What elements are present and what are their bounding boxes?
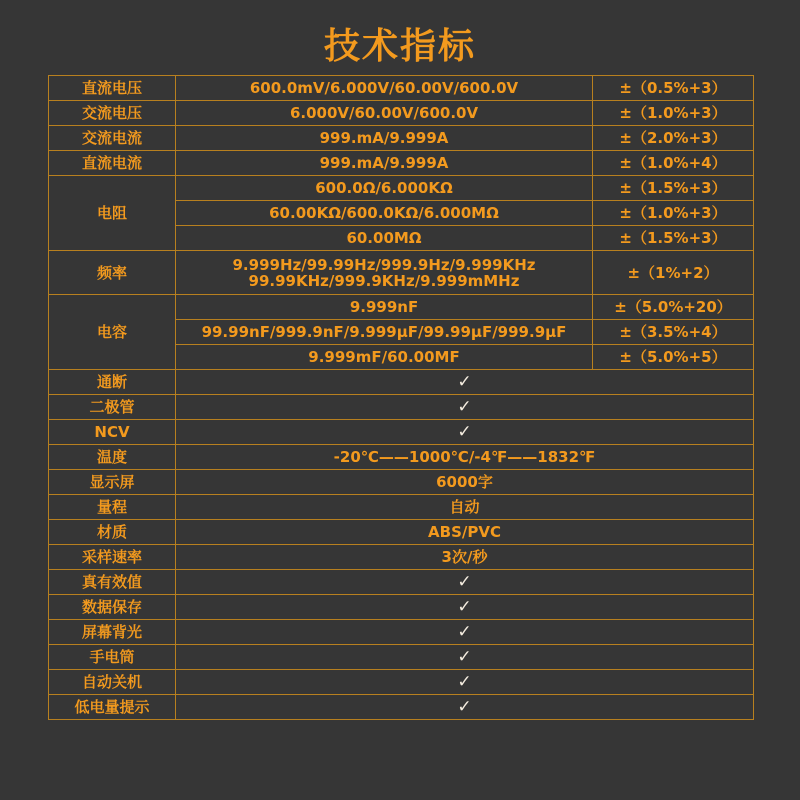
range-cell: 6.000V/60.00V/600.0V — [176, 101, 593, 126]
range-cell — [176, 251, 593, 295]
accuracy-cell: ±（1%+2） — [593, 251, 754, 295]
page-title: 技术指标 — [323, 26, 476, 67]
accuracy-cell: ±（2.0%+3） — [593, 126, 754, 151]
row-label: 通断 — [49, 370, 176, 395]
range-cell: 600.0Ω/6.000KΩ — [176, 176, 593, 201]
row-label: 电容 — [49, 295, 176, 370]
row-label: 直流电压 — [49, 76, 176, 101]
checkmark-icon: ✓ — [176, 395, 754, 420]
accuracy-cell: ±（1.5%+3） — [593, 176, 754, 201]
row-label: 材质 — [49, 520, 176, 545]
row-label: NCV — [49, 420, 176, 445]
value-cell: ABS/PVC — [176, 520, 754, 545]
table-row — [49, 695, 754, 720]
table-row — [49, 420, 754, 445]
checkmark-icon: ✓ — [176, 370, 754, 395]
row-label: 交流电压 — [49, 101, 176, 126]
checkmark-icon: ✓ — [176, 695, 754, 720]
table-row — [49, 295, 754, 320]
accuracy-cell: ±（0.5%+3） — [593, 76, 754, 101]
value-cell: 3次/秒 — [176, 545, 754, 570]
row-label: 二极管 — [49, 395, 176, 420]
row-label: 电阻 — [49, 176, 176, 251]
table-row — [49, 570, 754, 595]
checkmark-icon: ✓ — [176, 420, 754, 445]
range-cell: 999.mA/9.999A — [176, 126, 593, 151]
row-label: 量程 — [49, 495, 176, 520]
accuracy-cell: ±（1.5%+3） — [593, 226, 754, 251]
range-cell: 60.00MΩ — [176, 226, 593, 251]
table-row — [49, 251, 754, 295]
value-cell: 6000字 — [176, 470, 754, 495]
row-label: 交流电流 — [49, 126, 176, 151]
accuracy-cell: ±（1.0%+3） — [593, 101, 754, 126]
row-label: 频率 — [49, 251, 176, 295]
table-row — [49, 595, 754, 620]
range-line: 9.999Hz/99.99Hz/999.9Hz/9.999KHz — [232, 255, 536, 274]
checkmark-icon: ✓ — [176, 570, 754, 595]
spec-table — [48, 75, 754, 720]
row-label: 数据保存 — [49, 595, 176, 620]
row-label: 真有效值 — [49, 570, 176, 595]
row-label: 屏幕背光 — [49, 620, 176, 645]
table-row — [49, 126, 754, 151]
value-cell: -20℃——1000℃/-4℉——1832℉ — [176, 445, 754, 470]
row-label: 显示屏 — [49, 470, 176, 495]
range-cell: 99.99nF/999.9nF/9.999μF/99.99μF/999.9μF — [176, 320, 593, 345]
table-row — [49, 176, 754, 201]
accuracy-cell: ±（5.0%+20） — [593, 295, 754, 320]
table-row — [49, 670, 754, 695]
table-row — [49, 620, 754, 645]
row-label: 手电筒 — [49, 645, 176, 670]
checkmark-icon: ✓ — [176, 670, 754, 695]
accuracy-cell: ±（1.0%+4） — [593, 151, 754, 176]
table-row — [49, 445, 754, 470]
table-row — [49, 545, 754, 570]
table-row — [49, 645, 754, 670]
table-row — [49, 76, 754, 101]
table-row — [49, 470, 754, 495]
range-cell: 999.mA/9.999A — [176, 151, 593, 176]
range-cell: 9.999nF — [176, 295, 593, 320]
checkmark-icon: ✓ — [176, 620, 754, 645]
row-label: 自动关机 — [49, 670, 176, 695]
range-cell: 600.0mV/6.000V/60.00V/600.0V — [176, 76, 593, 101]
range-line: 99.99KHz/999.9KHz/9.999mMHz — [248, 271, 520, 290]
accuracy-cell: ±（3.5%+4） — [593, 320, 754, 345]
table-row — [49, 495, 754, 520]
table-row — [49, 395, 754, 420]
row-label: 低电量提示 — [49, 695, 176, 720]
value-cell: 自动 — [176, 495, 754, 520]
row-label: 采样速率 — [49, 545, 176, 570]
accuracy-cell: ±（1.0%+3） — [593, 201, 754, 226]
range-cell: 9.999mF/60.00MF — [176, 345, 593, 370]
table-row — [49, 370, 754, 395]
table-row — [49, 151, 754, 176]
range-cell: 60.00KΩ/600.0KΩ/6.000MΩ — [176, 201, 593, 226]
table-row — [49, 101, 754, 126]
checkmark-icon: ✓ — [176, 595, 754, 620]
row-label: 温度 — [49, 445, 176, 470]
row-label: 直流电流 — [49, 151, 176, 176]
table-row — [49, 520, 754, 545]
checkmark-icon: ✓ — [176, 645, 754, 670]
accuracy-cell: ±（5.0%+5） — [593, 345, 754, 370]
